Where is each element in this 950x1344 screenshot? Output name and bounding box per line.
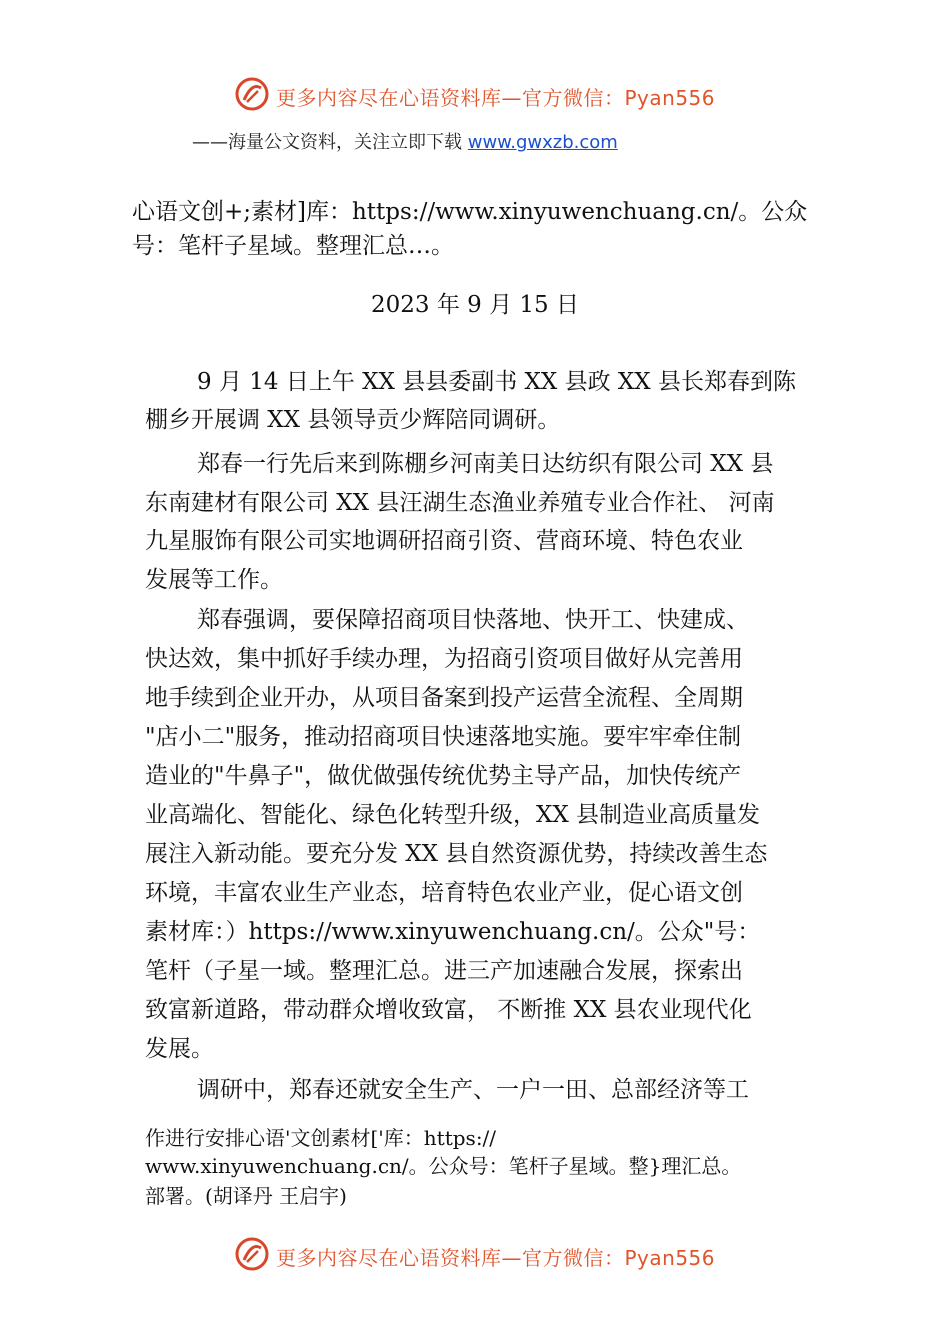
paragraph-line: 业高端化、智能化、绿色化转型升级，XX 县制造业高质量发 [145, 802, 761, 828]
paragraph-line: 笔杆（子星一域。整理汇总。进三产加速融合发展，探索出 [145, 958, 743, 984]
banner-text: 更多内容尽在心语资料库—官方微信：Pyan556 [276, 1246, 716, 1270]
paragraph-line: 棚乡开展调 XX 县领导贡少辉陪同调研。 [145, 407, 561, 433]
paragraph-line: 致富新道路，带动群众增收致富， 不断推 XX 县农业现代化 [145, 997, 752, 1023]
subtitle [192, 128, 618, 154]
paragraph-line: 部署。(胡译丹 王启宇) [145, 1184, 347, 1208]
bottom-banner [0, 1234, 950, 1280]
banner-text: 更多内容尽在心语资料库—官方微信：Pyan556 [276, 86, 716, 110]
paragraph-line: www.xinyuwenchuang.cn/。公众号：笔杆子星域。整}理汇总。 [145, 1154, 742, 1178]
paragraph-line: 快达效，集中抓好手续办理，为招商引资项目做好从完善用 [145, 646, 743, 672]
paragraph-line: 环境，丰富农业生产业态，培育特色农业产业，促心语文创 [145, 880, 743, 906]
paragraph-line: 郑春一行先后来到陈棚乡河南美日达纺织有限公司 XX 县 [197, 451, 774, 477]
document-date: 2023 年 9 月 15 日 [371, 292, 579, 318]
paragraph-line: 造业的"牛鼻子"，做优做强传统优势主导产品，加快传统产 [145, 763, 742, 789]
paragraph-line: 作进行安排心语'文创素材['库：https:// [145, 1126, 497, 1150]
brand-logo-icon [234, 1236, 270, 1272]
subtitle-text: ——海量公文资料，关注立即下载 [192, 132, 468, 153]
paragraph-line: 发展。 [145, 1036, 214, 1062]
brand-logo-icon [234, 76, 270, 112]
download-link[interactable]: www.gwxzb.com [467, 132, 618, 153]
paragraph-line: 9 月 14 日上午 XX 县县委副书 XX 县政 XX 县长郑春到陈 [197, 369, 796, 395]
paragraph-line: 郑春强调，要保障招商项目快落地、快开工、快建成、 [197, 607, 749, 633]
paragraph-line: 素材库：）https://www.xinyuwenchuang.cn/。公众"号： [145, 919, 761, 945]
paragraph-line: 展注入新动能。要充分发 XX 县自然资源优势，持续改善生态 [145, 841, 768, 867]
top-banner [0, 74, 950, 120]
paragraph-line: "店小二"服务，推动招商项目快速落地实施。要牢牢牵住制 [145, 724, 742, 750]
intro-line-2: 号：笔杆子星域。整理汇总…。 [132, 233, 454, 259]
paragraph-line: 九星服饰有限公司实地调研招商引资、营商环境、特色农业 [145, 528, 743, 554]
paragraph-line: 调研中，郑春还就安全生产、一户一田、总部经济等工 [197, 1077, 749, 1103]
paragraph-line: 发展等工作。 [145, 567, 283, 593]
intro-line-1: 心语文创+;素材]库：https://www.xinyuwenchuang.cn/。公众 [132, 199, 808, 225]
paragraph-line: 地手续到企业开办，从项目备案到投产运营全流程、全周期 [145, 685, 743, 711]
paragraph-line: 东南建材有限公司 XX 县汪湖生态渔业养殖专业合作社、 河南 [145, 490, 775, 516]
